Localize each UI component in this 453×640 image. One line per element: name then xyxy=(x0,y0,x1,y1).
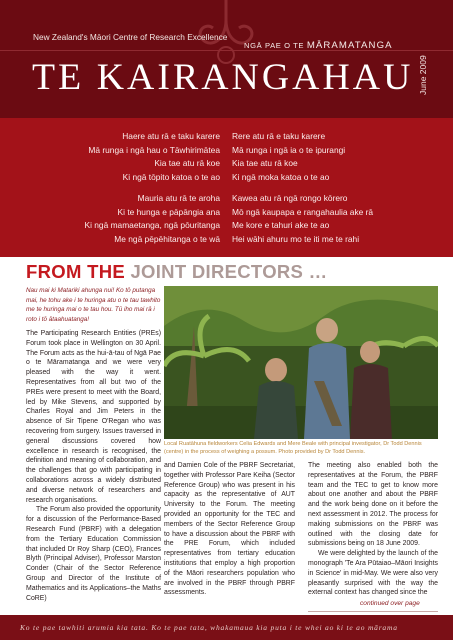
continued-link[interactable]: continued over page xyxy=(360,600,420,607)
poem-line: Ki ngā moka katoa o te ao xyxy=(232,171,330,182)
paragraph: The meeting also enabled both the representatives at the Forum, the PBRF team and the TEC to get to know more about one another and about the PBRF and the work being done on it before the next assessment in 2012. The process for making submissions on the PBRF was outlined with the closing date for submissions being on 18 June 2009. xyxy=(308,462,438,548)
stanza-gap xyxy=(20,184,220,192)
poem-line: Mā runga i ngā hau o Tāwhirimātea xyxy=(88,144,220,155)
newsletter-title: TE KAIRANGAHAU xyxy=(32,57,414,98)
poem-line: Ki ngā mamaetanga, ngā pōuritanga xyxy=(84,220,220,230)
issue-date: June 2009 xyxy=(418,55,428,95)
poem-line: Me ngā pēpēhitanga o te wā xyxy=(114,233,220,244)
poem-line: Ki te hunga e pāpāngia ana xyxy=(117,206,220,217)
masthead-subtitle: New Zealand's Māori Centre of Research Excellence xyxy=(33,32,228,42)
poem-line: Kawea atu rā ngā rongo kōrero xyxy=(232,193,348,203)
poem-line: Ki ngā tōpito katoa o te ao xyxy=(122,171,220,182)
masthead xyxy=(0,0,453,118)
continued-rule xyxy=(308,611,438,612)
poem-line: Rere atu rā e taku karere xyxy=(232,131,326,141)
article-column-1 xyxy=(26,329,161,603)
heading-part-grey: JOINT DIRECTORS … xyxy=(130,261,328,282)
photo-caption: Local Ruatāhuna fieldworkers Celia Edwards and Mere Beale with principal investigator, Dr Todd Dennis (centre) in the process of weighing a possum. Photo provided by Dr Todd Dennis. xyxy=(164,441,422,455)
brand-main: MĀRAMATANGA xyxy=(306,40,393,51)
poem-line: Mauria atu rā te aroha xyxy=(137,193,220,203)
footer-band xyxy=(0,615,453,640)
article-heading xyxy=(26,261,327,283)
stanza-gap xyxy=(232,184,442,192)
poem-line: Me kore e tahuri ake te ao xyxy=(232,220,330,230)
masthead-brand xyxy=(244,40,393,51)
fieldwork-photo-illustration xyxy=(164,286,438,439)
poem-line: Mō ngā kaupapa e rangahaulia ake rā xyxy=(232,206,374,217)
poem-line: Hei wāhi ahuru mo te iti me te rahi xyxy=(232,233,360,244)
paragraph: and Damien Cole of the PBRF Secretariat, together with Professor Pare Keiha (Sector Reference Group) who was present in his capacity as the representative of AUT University to the Forum. The meeting provided an opportunity for the TEC and members of the Sector Reference Group to have a discussion about the PBRF with the PRE Forum, which included representatives from tertiary education institutions that employ a high proportion of the Māori researchers population who are involved in the PBRF through PBRF assessments. xyxy=(164,462,295,597)
footer-proverb: Ko te pae tawhiti arumia kia tata. Ko te pae tata, whakamaua kia puta i te whei ao ki te ao mārama xyxy=(20,623,398,632)
poem-right-column xyxy=(232,130,442,246)
poem-band xyxy=(0,118,453,257)
paragraph: We were delighted by the launch of the monograph 'Te Ara Pūtaiao–Māori Insights in Science' in mid-May. We were also very pleasantly surprised with the way the external context has changed since the xyxy=(308,550,438,597)
article-column-2 xyxy=(164,461,295,598)
paragraph: The Forum also provided the opportunity for a discussion of the Performance-Based Research Fund (PBRF) with a delegation from the Tertiary Education Commission that included Dr Roy Sharp (CEO), Frances Blyth (Principal Adviser), Professor Marston Conder (Chair of the Sector Reference Group and Director of the Institute of Mathematics and its Applications–the Maths CoRE) xyxy=(26,506,161,602)
article-column-3 xyxy=(308,461,438,598)
poem-line: Haere atu rā e taku karere xyxy=(122,131,220,141)
poem-line: Kia tae atu rā koe xyxy=(232,158,298,168)
paragraph: The Participating Research Entities (PREs) Forum took place in Wellington on 30 April. The Forum acts as the hui-ā-tau of Ngā Pae o te Māramatanga and we were very pleased with the way it went. Representatives from all but two of the PREs were present to meet with the Board, led by Mike Stevens, and supported by Charles Royal and Jim Peters in the absence of Sir Tipene O'Regan who was recovering from surgery. Issues traversed in general discussions covered how excellence in research is recognised, the definition and meaning of collaboration, and the challenges that go with participating in collaborations across a widely distributed and diverse network of researchers and research organisations. xyxy=(26,330,161,504)
poem-line: Mā runga i ngā ia o te ipurangi xyxy=(232,144,346,155)
fieldwork-photo xyxy=(164,286,438,439)
heading-part-red: FROM THE xyxy=(26,261,131,282)
brand-prefix: NGĀ PAE O TE xyxy=(244,41,307,50)
poem-line: Kia tae atu rā koe xyxy=(154,158,220,168)
poem-left-column xyxy=(20,130,220,246)
intro-greeting: Nau mai ki Matariki ahunga nui! Ko tō putanga mai, he tohu ake i te huringa atu o te tau tawhito me te huringa mai o te tau hou. Tū iho mai rā i roto i tō ātaahuatanga! xyxy=(26,287,161,323)
